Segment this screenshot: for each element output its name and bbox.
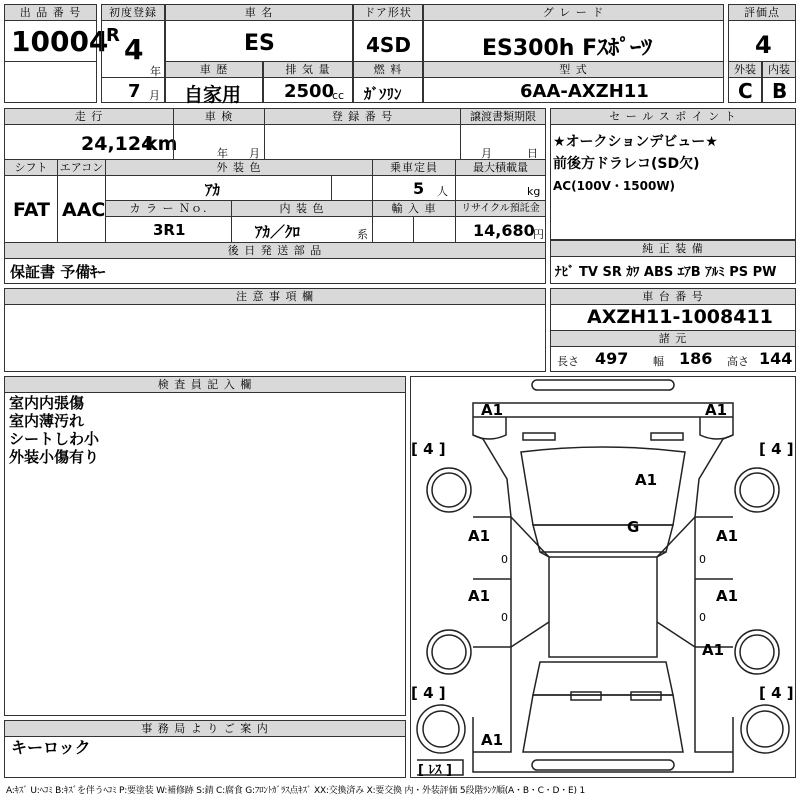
transfer-month-unit: 月	[481, 147, 492, 160]
interior-grade-cell	[762, 61, 796, 103]
inspector-cell	[4, 376, 406, 716]
car-diagram	[411, 377, 795, 777]
registration-number-label: 登 録 番 号	[265, 109, 460, 125]
sales-point-line: 前後方ドラレコ(SD欠)	[553, 156, 700, 172]
car-diagram-cell	[410, 376, 796, 778]
score-cell	[728, 4, 796, 62]
interior-color-suffix: 系	[357, 228, 368, 241]
mark-rear-bumper-left: A1	[481, 731, 504, 749]
first-registration-cell	[101, 4, 165, 103]
office-note: キーロック	[11, 738, 91, 757]
displacement-unit: cc	[332, 89, 345, 102]
capacity-label: 乗車定員	[373, 160, 455, 176]
registration-year: 4	[124, 33, 144, 66]
inspector-line: シートしわ小	[9, 430, 100, 448]
car-name-cell	[165, 4, 353, 62]
mark-rear-door-right: A1	[716, 587, 739, 605]
era-mark: R	[106, 25, 120, 46]
mark-rear-fender-right: A1	[702, 641, 725, 659]
registration-month: 7	[128, 81, 141, 102]
door-cell	[353, 4, 423, 62]
fuel-cell	[353, 61, 423, 103]
recycle-label: リサイクル預託金	[456, 201, 545, 217]
mark-front-door-left: A1	[468, 527, 491, 545]
inspection-year-unit: 年	[217, 147, 228, 160]
later-parts-label: 後 日 発 送 部 品	[5, 243, 545, 259]
color-number-label: カ ラ ー Ｎｏ.	[106, 201, 231, 217]
tire-front-left: [ 4 ]	[411, 440, 446, 458]
width-label: 幅	[653, 355, 664, 368]
office-cell	[4, 720, 406, 778]
fuel-label: 燃 料	[354, 62, 422, 78]
notes-label: 注 意 事 項 欄	[5, 289, 545, 305]
sales-point-line: AC(100V・1500W)	[553, 179, 676, 193]
fuel: ｶﾞｿﾘﾝ	[364, 85, 402, 103]
history-label: 車 歴	[166, 62, 262, 78]
lot-number-cell	[4, 4, 109, 62]
interior-grade-label: 内装	[763, 62, 795, 78]
interior-color: ｱｶ／ｸﾛ	[255, 223, 301, 241]
history-cell	[165, 61, 263, 106]
inspection-month-unit: 月	[249, 147, 260, 160]
sales-points-cell	[550, 108, 796, 240]
score: 4	[755, 31, 772, 59]
chassis-number: AXZH11-1008411	[587, 306, 773, 328]
legend: A:ｷｽﾞ U:ﾍｺﾐ B:ｷｽﾞを伴うﾍｺﾐ P:要塗装 W:補修跡 S:錆 C:腐食 G:ﾌﾛﾝﾄｶﾞﾗｽ点ｷｽﾞ XX:交換済み X:要交換 内・外装評価 5段階ﾗﾝｸ順(A・B・C・D・E) 1	[6, 786, 585, 796]
import-label: 輸 入 車	[373, 201, 455, 217]
displacement-cell	[263, 61, 353, 103]
color-label: 外 装 色	[106, 160, 372, 176]
mark-windshield: G	[627, 518, 640, 536]
air-conditioner: AAC	[62, 199, 106, 221]
inspector-label: 検 査 員 記 入 欄	[5, 377, 405, 393]
mark-front-bumper-left: A1	[481, 401, 504, 419]
grade-cell	[423, 4, 724, 62]
year-unit: 年	[150, 65, 161, 78]
shift: FAT	[13, 199, 50, 221]
vehicle-details-block	[4, 108, 546, 284]
inspector-line: 室内内張傷	[9, 394, 85, 412]
model: 6AA-AXZH11	[520, 81, 649, 102]
sales-point-line: ★オークションデビュー★	[553, 134, 718, 150]
load-label: 最大積載量	[456, 160, 545, 176]
inspection-label: 車 検	[174, 109, 264, 125]
sales-points-label: セ ー ル ス ポ イ ン ト	[551, 109, 795, 125]
recycle-fee: 14,680	[473, 221, 535, 240]
mileage: 24,124	[81, 133, 155, 155]
load-unit: kg	[527, 185, 541, 198]
score-label: 評価点	[729, 5, 795, 21]
month-unit: 月	[149, 89, 160, 102]
car-name: ES	[244, 31, 275, 56]
exterior-grade: C	[738, 79, 753, 103]
ac-label: エアコン	[59, 161, 104, 174]
mark-hood: A1	[635, 471, 658, 489]
equipment-list: ﾅﾋﾞ TV SR ｶﾜ ABS ｴｱB ｱﾙﾐ PS PW	[555, 265, 777, 280]
mark-front-door-right: A1	[716, 527, 739, 545]
mark-rear-door-left: A1	[468, 587, 491, 605]
equipment-cell	[550, 240, 796, 284]
mark-front-door-right-sub: 0	[699, 553, 706, 566]
car-name-label: 車 名	[166, 5, 352, 21]
notes-cell	[4, 288, 546, 372]
lot-number: 10004	[11, 25, 109, 58]
mark-rear-door-left-sub: 0	[501, 611, 508, 624]
mileage-label: 走 行	[5, 109, 173, 125]
exterior-grade-cell	[728, 61, 762, 103]
transfer-deadline-label: 譲渡書類期限	[461, 109, 545, 125]
chassis-cell	[550, 288, 796, 372]
mark-rear-door-right-sub: 0	[699, 611, 706, 624]
history: 自家用	[184, 84, 242, 106]
first-registration-label: 初度登録	[102, 5, 164, 21]
length-label: 長さ	[557, 355, 579, 368]
model-label: 型 式	[424, 62, 723, 78]
length: 497	[595, 349, 629, 368]
height-label: 高さ	[727, 355, 749, 368]
inspector-line: 室内薄汚れ	[9, 412, 85, 430]
dims-label: 諸 元	[551, 330, 795, 347]
width: 186	[679, 349, 713, 368]
tire-rear-left: [ 4 ]	[411, 684, 446, 702]
equipment-label: 純 正 装 備	[551, 241, 795, 257]
capacity-unit: 人	[437, 185, 448, 198]
displacement-label: 排 気 量	[264, 62, 352, 78]
office-label: 事 務 局 よ り ご 案 内	[5, 721, 405, 737]
mark-front-bumper-right: A1	[705, 401, 728, 419]
exterior-color: ｱｶ	[205, 181, 221, 199]
spare-tire: [ ﾚｽ ]	[418, 763, 452, 778]
lot-blank-cell	[4, 61, 97, 103]
door-label: ドア形状	[354, 5, 422, 21]
transfer-day-unit: 日	[527, 147, 538, 160]
lot-number-label: 出 品 番 号	[5, 5, 96, 21]
mark-front-door-left-sub: 0	[501, 553, 508, 566]
interior-grade: B	[772, 79, 788, 103]
displacement: 2500	[284, 81, 335, 102]
interior-color-label: 内 装 色	[232, 201, 372, 217]
tire-front-right: [ 4 ]	[759, 440, 794, 458]
recycle-unit: 円	[533, 228, 544, 241]
exterior-grade-label: 外装	[729, 62, 761, 78]
door-type: 4SD	[366, 33, 411, 57]
mileage-unit: km	[145, 133, 178, 155]
tire-rear-right: [ 4 ]	[759, 684, 794, 702]
color-number: 3R1	[153, 221, 186, 239]
inspector-line: 外装小傷有り	[9, 448, 100, 466]
later-parts: 保証書 予備ｷｰ	[10, 263, 106, 281]
shift-label: シフト	[5, 160, 57, 176]
model-cell	[423, 61, 724, 103]
capacity: 5	[413, 179, 425, 198]
height: 144	[759, 349, 793, 368]
grade-label: グ レ ー ド	[424, 5, 723, 21]
chassis-label: 車 台 番 号	[551, 289, 795, 305]
grade: ES300h Fｽﾎﾟｰﾂ	[482, 36, 653, 61]
